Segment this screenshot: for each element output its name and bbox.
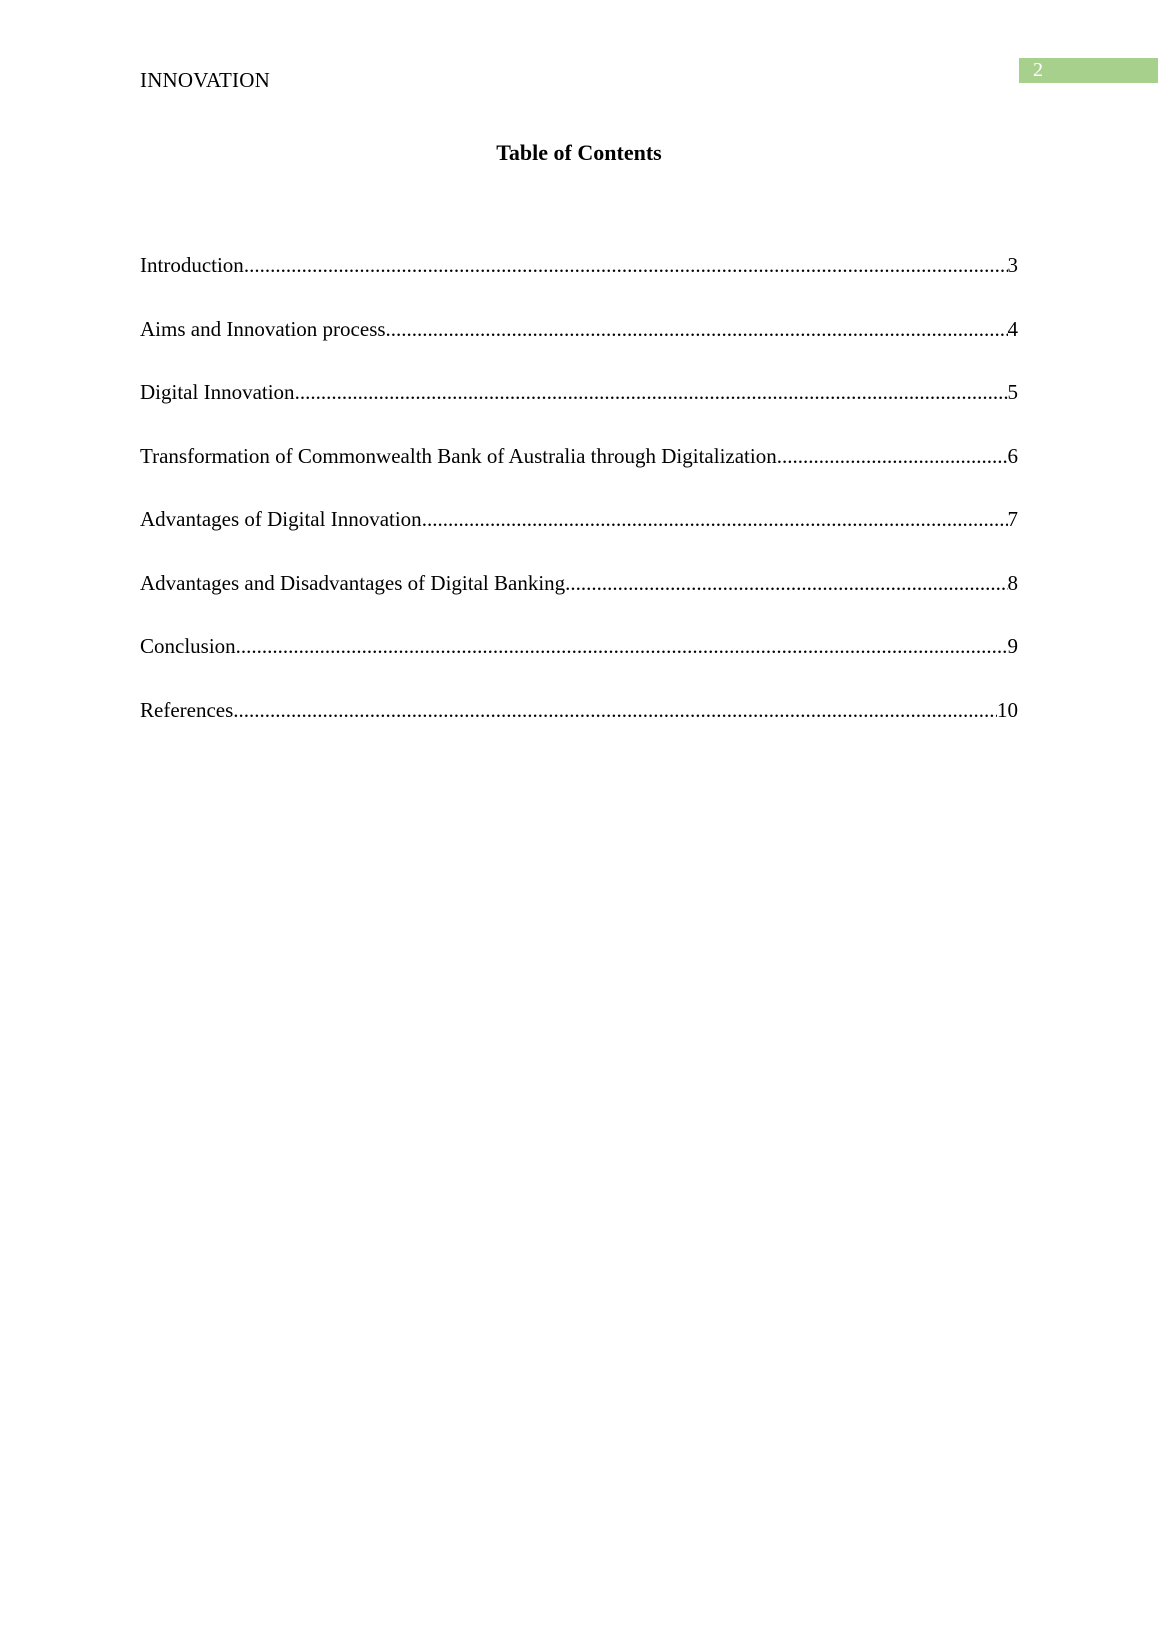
toc-entry-label: Introduction xyxy=(140,253,244,277)
toc-entry-page: 6 xyxy=(1007,443,1018,468)
toc-entry-label: Conclusion xyxy=(140,634,236,658)
toc-dot-leader xyxy=(777,443,1008,469)
toc-entry-page: 10 xyxy=(997,697,1018,722)
toc-entry-transformation-cba[interactable] xyxy=(140,443,1018,507)
toc-entry-page: 8 xyxy=(1007,570,1018,595)
toc-entry-page: 4 xyxy=(1007,316,1018,341)
toc-dot-leader xyxy=(295,379,1008,405)
toc-dot-leader xyxy=(236,633,1008,659)
toc-entry-advantages-digital-innovation[interactable] xyxy=(140,506,1018,570)
toc-dot-leader xyxy=(565,570,1007,596)
toc-entry-advantages-disadvantages-digital-banking[interactable] xyxy=(140,570,1018,634)
toc-entry-label: Advantages of Digital Innovation xyxy=(140,507,422,531)
toc-entry-introduction[interactable] xyxy=(140,252,1018,316)
toc-dot-leader xyxy=(233,697,997,723)
toc-entry-label: Advantages and Disadvantages of Digital Banking xyxy=(140,570,566,595)
page-number-badge xyxy=(1019,58,1158,83)
page-number: 2 xyxy=(1033,59,1043,81)
toc-entry-label: Transformation of Commonwealth Bank of Australia through Digitalization xyxy=(140,443,777,468)
toc-entry-page: 9 xyxy=(1007,634,1018,658)
running-head: INNOVATION xyxy=(140,68,270,92)
toc-entry-references[interactable] xyxy=(140,697,1018,761)
toc-entry-digital-innovation[interactable] xyxy=(140,379,1018,443)
toc-title: Table of Contents xyxy=(496,140,662,165)
toc-entry-page: 5 xyxy=(1007,380,1018,404)
toc-entry-page: 7 xyxy=(1007,507,1018,531)
toc-entry-label: Digital Innovation xyxy=(140,380,295,404)
toc-list xyxy=(140,252,1018,760)
toc-entry-aims-and-innovation-process[interactable] xyxy=(140,316,1018,380)
toc-dot-leader xyxy=(386,316,1008,342)
toc-entry-label: Aims and Innovation process xyxy=(140,316,386,341)
toc-dot-leader xyxy=(422,506,1008,532)
toc-dot-leader xyxy=(244,252,1008,278)
toc-entry-label: References xyxy=(140,697,234,722)
toc-entry-conclusion[interactable] xyxy=(140,633,1018,697)
toc-entry-page: 3 xyxy=(1007,253,1018,277)
